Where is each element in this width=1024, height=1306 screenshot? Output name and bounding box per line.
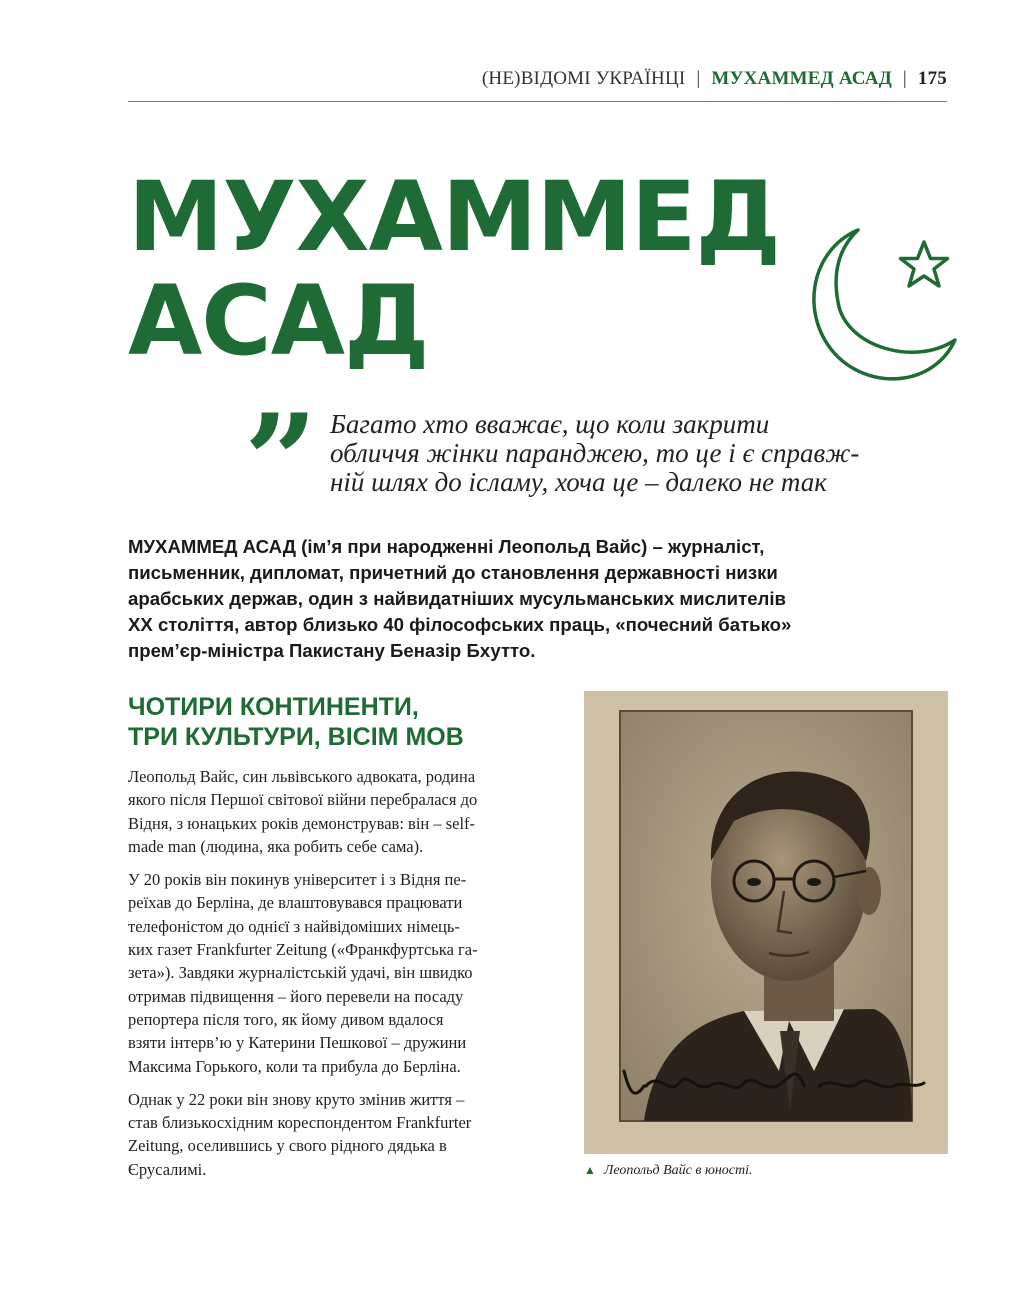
intro-line: МУХАММЕД АСАД (ім’я при народженні Леопольд Вайс) – журналіст,: [128, 536, 765, 557]
page-title: [128, 161, 780, 377]
running-header: [482, 68, 947, 90]
header-separator: |: [902, 68, 907, 89]
header-rule: [128, 101, 947, 102]
body-line: зета»). Завдяки журналістській удачі, він швидко: [128, 963, 473, 983]
body-line: Єрусалимі.: [128, 1159, 207, 1179]
body-line: Максима Горького, коли та прибула до Берліна.: [128, 1056, 461, 1076]
section-heading-line-2: ТРИ КУЛЬТУРИ, ВІСІМ МОВ: [128, 723, 464, 751]
body-text: [128, 765, 548, 1191]
body-line: телефоністом до однієї з найвідоміших німець-: [128, 916, 460, 936]
quote-mark: ”: [244, 387, 318, 537]
body-line: отримав підвищення – його перевели на посаду: [128, 986, 464, 1006]
page-number: 175: [917, 68, 947, 89]
section-heading: [128, 692, 464, 752]
header-section: (НЕ)ВІДОМІ УКРАЇНЦІ: [481, 68, 686, 89]
body-line: Леопольд Вайс, син львівського адвоката, родина: [128, 767, 476, 786]
caption-marker-icon: ▲: [584, 1163, 596, 1177]
portrait-photo: [584, 691, 948, 1154]
pull-quote: [330, 410, 890, 497]
body-line: Відня, з юнацьких років демонстрував: він – self-: [128, 813, 476, 833]
intro-line: письменник, дипломат, причетний до становлення державності низки: [128, 562, 778, 583]
intro-line: арабських держав, один з найвидатніших мусульманських мислителів: [128, 588, 786, 609]
body-line: Однак у 22 роки він знову круто змінив життя –: [128, 1089, 465, 1109]
photo-caption: [584, 1163, 752, 1179]
body-paragraph: [128, 765, 548, 858]
pull-quote-line: Багато хто вважає, що коли закрити: [330, 409, 770, 439]
title-line-2: АСАД: [128, 265, 429, 377]
body-paragraph: [128, 868, 548, 1078]
body-line: У 20 років він покинув університет і з Відня пе-: [128, 870, 467, 890]
body-line: made man (людина, яка робить себе сама).: [128, 836, 424, 856]
caption-text: Леопольд Вайс в юності.: [603, 1163, 753, 1178]
body-line: взяти інтерв’ю у Катерини Пешкової – дружини: [128, 1033, 467, 1053]
body-line: репортера після того, як йому дивом вдалося: [128, 1009, 444, 1029]
intro-paragraph: [128, 534, 888, 664]
body-paragraph: [128, 1088, 548, 1181]
pull-quote-line: обличчя жінки паранджею, то це і є справж-: [330, 438, 860, 468]
body-line: став близькосхідним кореспондентом Frankfurter: [128, 1113, 472, 1133]
crescent-star-icon: [800, 222, 960, 387]
header-chapter: МУХАММЕД АСАД: [711, 68, 892, 89]
header-separator: |: [696, 68, 701, 89]
intro-line: прем’єр-міністра Пакистану Беназір Бхутто.: [128, 640, 536, 661]
intro-line: XX століття, автор близько 40 філософських праць, «почесний батько»: [128, 614, 792, 635]
body-line: ких газет Frankfurter Zeitung («Франкфуртська га-: [128, 940, 478, 960]
pull-quote-line: ній шлях до ісламу, хоча це – далеко не так: [330, 467, 827, 497]
body-line: якого після Першої світової війни перебралася до: [128, 790, 478, 810]
section-heading-line-1: ЧОТИРИ КОНТИНЕНТИ,: [128, 693, 419, 721]
body-line: Zeitung, оселившись у свого рідного дядька в: [128, 1136, 447, 1156]
title-line-1: МУХАММЕД: [128, 161, 780, 273]
body-line: реїхав до Берліна, де влаштовувався працювати: [128, 893, 463, 913]
